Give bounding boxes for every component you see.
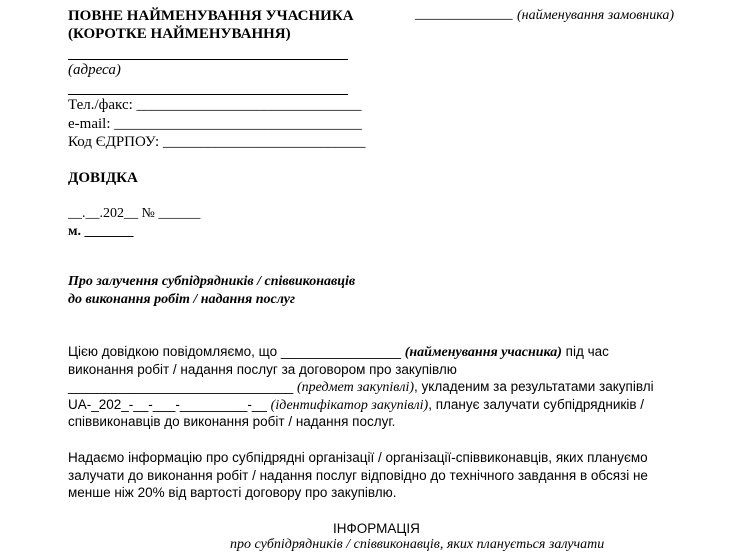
cut-off-text-top (180, 0, 260, 3)
date-number-line: __.__.202__ № ______ (68, 206, 201, 221)
info-heading: ІНФОРМАЦІЯ (333, 521, 420, 536)
body-paragraph-1-line-2: виконання робіт / надання послуг за договором про закупівлю (68, 362, 457, 377)
body-paragraph-1-line-4: UA-_202_-__-___-_________-__ (ідентифікатор закупівлі), планує залучати субпідрядників / (68, 397, 644, 413)
body-paragraph-2-line-2: залучати до виконання робіт / надання послуг відповідно до технічного завдання в обсязі не (68, 468, 648, 483)
participant-name: ПОВНЕ НАЙМЕНУВАННЯ УЧАСНИКА (68, 8, 354, 24)
edrpou-line: Код ЄДРПОУ: ___________________________ (68, 134, 366, 150)
email-line: e-mail: _________________________________ (68, 116, 362, 132)
participant-short-name: (КОРОТКЕ НАЙМЕНУВАННЯ) (68, 26, 291, 42)
document-title: ДОВІДКА (68, 170, 138, 186)
address-label: (адреса) (68, 62, 121, 78)
subject-line-1: Про залучення субпідрядників / співвиконавців (68, 274, 356, 289)
phone-fax-line: Тел./факс: ______________________________ (68, 97, 362, 113)
subject-line-2: до виконання робіт / надання послуг (68, 292, 296, 307)
name-underline (68, 59, 348, 60)
address-underline (68, 94, 348, 95)
city-line: м. _______ (68, 224, 134, 239)
body-paragraph-1-line-1: Цією довідкою повідомляємо, що ________________ (найменування учасника) під час (68, 344, 609, 360)
body-paragraph-1-line-3: ______________________________ (предмет закупівлі), укладеним за результатами закупівлі (68, 379, 654, 395)
body-paragraph-2-line-1: Надаємо інформацію про субпідрядні організації / організації-співвиконавців, яких плануємо (68, 450, 648, 465)
info-subheading: про субпідрядників / співвиконавців, яких планується залучати (230, 537, 605, 552)
customer-blank: _____________ (415, 6, 513, 22)
body-paragraph-1-line-5: співвиконавців до виконання робіт / надання послуг. (68, 414, 396, 429)
customer-label: (найменування замовника) (517, 8, 675, 23)
body-paragraph-2-line-3: менше ніж 20% від вартості договору про закупівлю. (68, 485, 397, 500)
